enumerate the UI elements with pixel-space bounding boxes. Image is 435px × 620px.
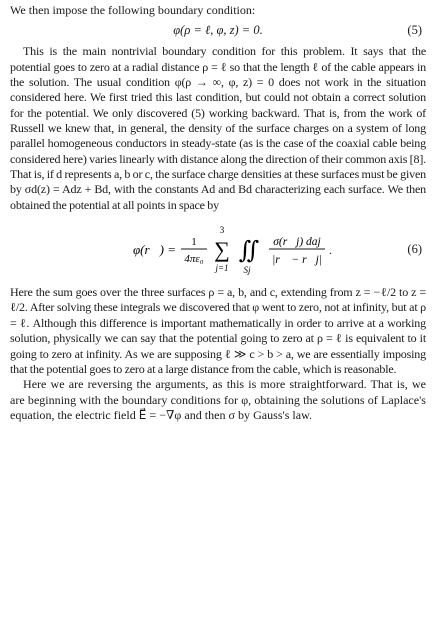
eq6-lhs: φ(r⃗) = [132,242,176,258]
paper-page [10,3,426,423]
eq6-sum-top: 3 [219,225,225,236]
eq6-period: . [329,243,332,258]
equation-5-number: (5) [407,23,422,38]
last-paragraph: Here we are reversing the arguments, as this is more straightforward. That is, we are beginning with the boundary conditions for φ, obtaining the solutions of Laplace's equation, the electric field E⃗ = −∇φ and then σ by Gauss's law. [10,377,426,422]
eq6-frac-num: σ(r⃗j) daj [273,236,321,249]
after-paragraph: Here the sum goes over the three surfaces ρ = a, b, and c, extending from z = −ℓ/2 to z = ℓ/2. After solving these integrals we discovered that φ went to zero, not at infinity, but at ρ = ℓ. Although this difference is important mathematically in order to arrive at a working solution, physically we can say that the potential going to zero at ρ = ℓ is equivalent to it going to zero at infinity. As we are supposing ℓ ≫ c > b > a, we are essentially imposing that the potential goes to zero at a large distance from the cable, which is reasonable. [10,285,426,376]
equation-5-body: φ(ρ = ℓ, φ, z) = 0. [173,23,263,38]
eq6-coef-den: 4πε₀ [184,253,204,266]
equation-6 [10,213,426,285]
equation-6-number: (6) [407,242,422,257]
eq6-double-integral: ∬ [238,238,260,265]
eq6-sum-bottom: j=1 [215,263,229,274]
eq6-integral-sub: Sj [243,265,251,276]
eq6-frac-den: |r⃗ − r⃗j| [272,254,322,267]
equation-6-svg [10,213,426,285]
eq6-sum-symbol: ∑ [214,237,230,263]
eq6-coef-num: 1 [191,236,197,249]
intro-paragraph: We then impose the following boundary condition: [10,3,256,17]
main-paragraph: This is the main nontrivial boundary condition for this problem. It says that the potential goes to zero at a radial distance ρ = ℓ so that the length ℓ of the cable appears in the solution. The usual condition φ(ρ → ∞, φ, z) = 0 does not work in the situation considered here. We first tried this last condition, but could not obtain a correct solution for the potential. We only discovered (5) working backward. That is, from the work of Russell we knew that, in general, the density of the surface charges on a system of long parallel homogeneous conductors in steady-state (as is the case of the coaxial cable being considered here) varies linearly with distance along the direction of their common axis [8]. That is, if d represents a, b or c, the surface charge densities at these surfaces must be given by σd(z) = Adz + Bd, with the constants Ad and Bd characterizing each surface. We then obtained the potential at all points in space by [10,44,426,212]
equation-5 [10,18,426,44]
